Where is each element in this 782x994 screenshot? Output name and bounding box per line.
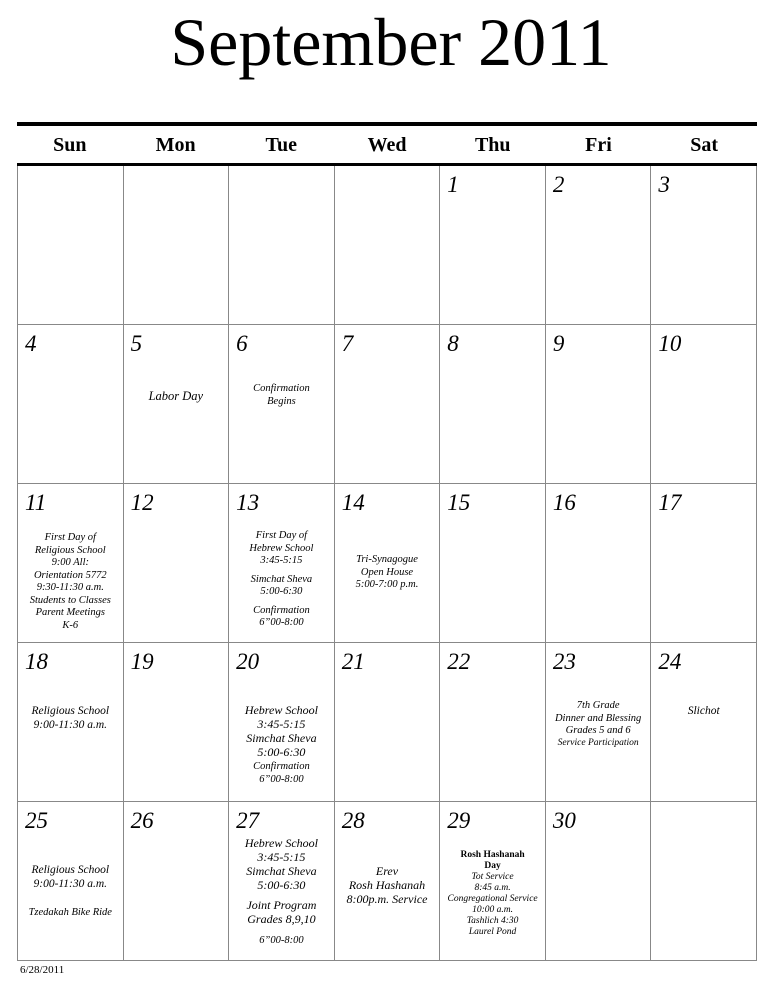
day-cell-14 (335, 484, 441, 643)
calendar-grid (17, 166, 757, 961)
empty-cell (651, 802, 757, 961)
day-cell-15 (440, 484, 546, 643)
calendar (17, 122, 757, 961)
day-cell-30 (546, 802, 652, 961)
day-number: 23 (552, 649, 576, 674)
event: First Day of Hebrew School 3:45-5:15 Simchat Sheva 5:00-6:30 Confirmation 6”00-8:00 (249, 530, 314, 628)
day-cell-11 (18, 484, 124, 643)
day-number: 8 (447, 331, 459, 356)
day-number: 16 (552, 490, 576, 515)
day-number: 3 (658, 172, 670, 197)
event: Tzedakah Bike Ride (28, 907, 112, 918)
day-number: 6 (236, 331, 248, 356)
day-number: 9 (552, 331, 565, 356)
day-number: 14 (341, 490, 365, 515)
event: Rosh Hashanah Day Tot Service 8:45 a.m. Congregational Service 10:00 a.m. Tashlich 4:30 Laurel Pond (447, 850, 538, 937)
day-number: 22 (447, 649, 471, 674)
event: Religious School 9:00-11:30 a.m. (31, 705, 110, 731)
event: Confirmation Begins (253, 383, 310, 407)
empty-cell (18, 166, 124, 325)
day-number: 30 (552, 808, 576, 833)
page-title: September 2011 (170, 4, 612, 80)
day-cell-3 (651, 166, 757, 325)
day-number: 15 (447, 490, 471, 515)
day-cell-20 (229, 643, 335, 802)
day-number: 10 (658, 331, 682, 356)
day-number: 21 (341, 649, 365, 674)
day-cell-16 (546, 484, 652, 643)
day-number: 2 (552, 172, 565, 197)
event: First Day of Religious School 9:00 All: Orientation 5772 9:30-11:30 a.m. Students to Classes Parent Meetings K-6 (29, 532, 111, 631)
day-cell-27 (229, 802, 335, 961)
day-number: 7 (341, 331, 354, 356)
event: Hebrew School 3:45-5:15 Simchat Sheva 5:00-6:30 Joint Program Grades 8,9,10 (244, 836, 319, 926)
event: Labor Day (148, 389, 204, 403)
day-cell-2 (546, 166, 652, 325)
day-cell-19 (124, 643, 230, 802)
day-cell-7 (335, 325, 441, 484)
weekday-wed: Wed (367, 134, 407, 156)
weekday-sun: Sun (53, 134, 87, 156)
day-cell-21 (335, 643, 441, 802)
day-cell-12 (124, 484, 230, 643)
day-cell-23 (546, 643, 652, 802)
weekday-sat: Sat (690, 134, 719, 156)
event: Confirmation 6”00-8:00 (253, 761, 310, 785)
day-number: 13 (236, 490, 260, 515)
empty-cell (335, 166, 441, 325)
event: Slichot (687, 705, 720, 717)
day-number: 28 (341, 808, 365, 833)
day-number: 5 (130, 331, 143, 356)
day-number: 26 (130, 808, 154, 833)
empty-cell (124, 166, 230, 325)
day-cell-26 (124, 802, 230, 961)
day-cell-18 (18, 643, 124, 802)
day-cell-1 (440, 166, 546, 325)
day-number: 27 (236, 808, 260, 833)
day-number: 29 (447, 808, 471, 833)
day-cell-13 (229, 484, 335, 643)
day-cell-22 (440, 643, 546, 802)
day-number: 25 (25, 808, 48, 833)
weekday-thu: Thu (474, 134, 511, 156)
weekday-mon: Mon (155, 134, 196, 156)
event: Erev Rosh Hashanah 8:00p.m. Service (346, 864, 428, 906)
day-number: 20 (236, 649, 260, 674)
day-cell-29 (440, 802, 546, 961)
empty-cell (229, 166, 335, 325)
day-cell-10 (651, 325, 757, 484)
weekday-tue: Tue (265, 134, 298, 156)
weekday-fri: Fri (585, 134, 612, 156)
event: 6”00-8:00 (259, 935, 304, 946)
day-number: 1 (447, 172, 459, 197)
day-number: 17 (658, 490, 682, 515)
event: 7th Grade Dinner and Blessing Grades 5 and 6 Service Participation (554, 700, 642, 748)
day-number: 4 (25, 331, 37, 356)
day-cell-4 (18, 325, 124, 484)
day-cell-24 (651, 643, 757, 802)
day-cell-8 (440, 325, 546, 484)
weekday-header (17, 122, 757, 166)
day-cell-6 (229, 325, 335, 484)
day-cell-9 (546, 325, 652, 484)
day-number: 12 (130, 490, 154, 515)
day-cell-17 (651, 484, 757, 643)
event: Hebrew School 3:45-5:15 Simchat Sheva 5:00-6:30 (244, 703, 319, 759)
day-cell-25 (18, 802, 124, 961)
day-number: 19 (130, 649, 154, 674)
event: Tri-Synagogue Open House 5:00-7:00 p.m. (355, 554, 419, 590)
footer-date: 6/28/2011 (20, 964, 65, 976)
day-number: 18 (25, 649, 48, 674)
day-cell-5 (124, 325, 230, 484)
day-number: 11 (25, 490, 47, 515)
day-cell-28 (335, 802, 441, 961)
day-number: 24 (658, 649, 682, 674)
event: Religious School 9:00-11:30 a.m. (31, 864, 110, 890)
